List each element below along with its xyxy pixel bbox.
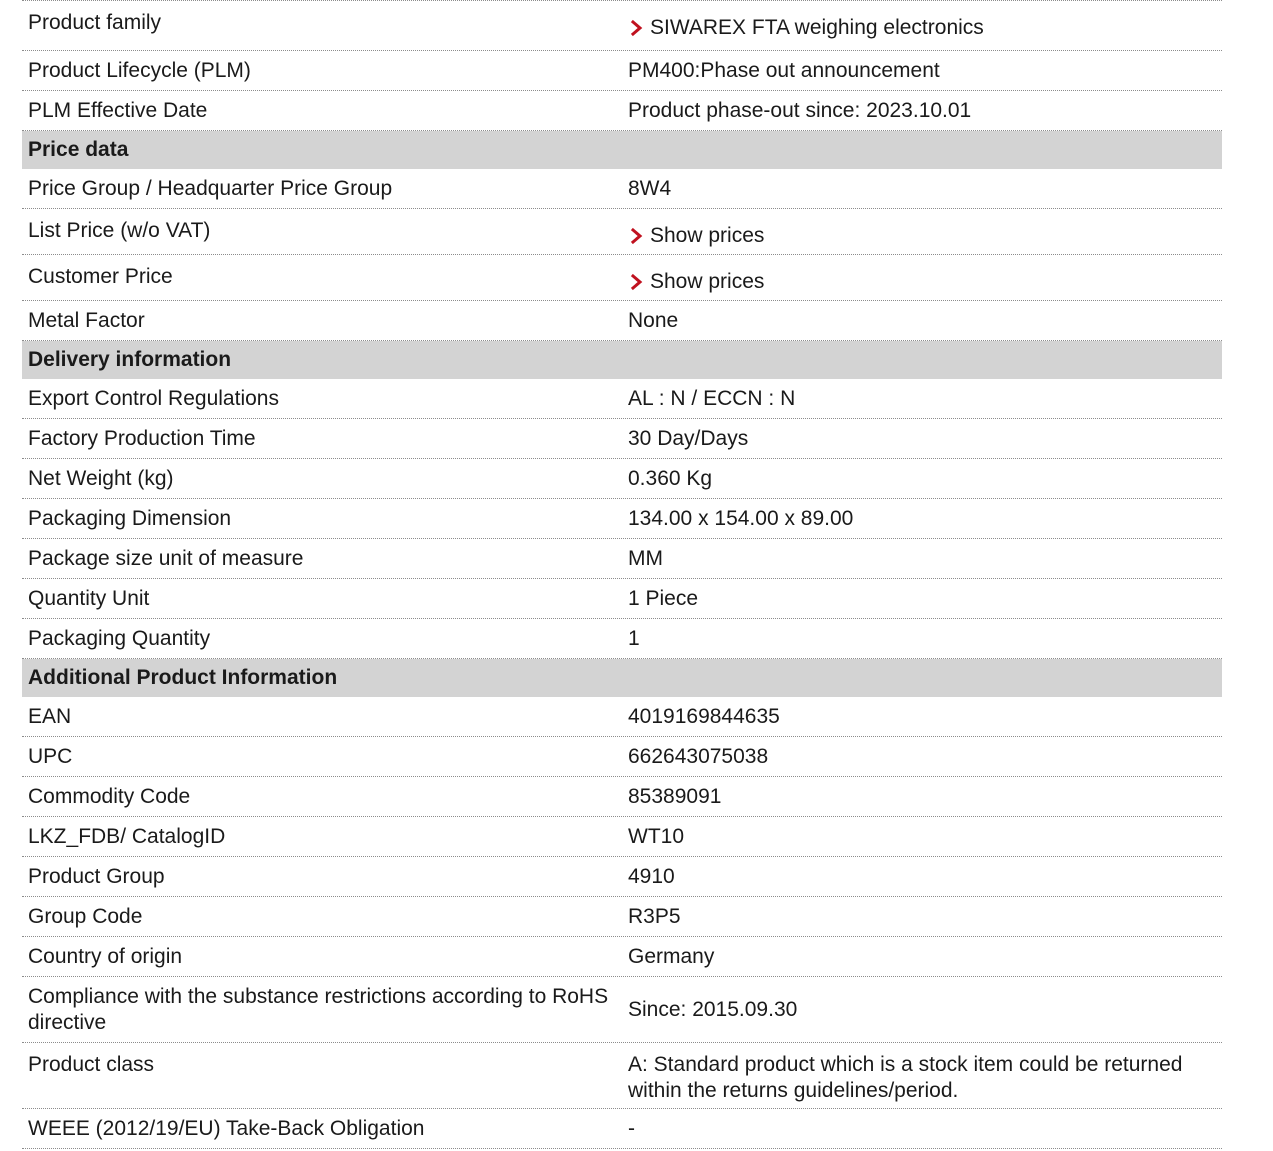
row-label: Packaging Quantity	[28, 626, 211, 650]
chevron-right-icon	[628, 18, 648, 38]
row-value: WT10	[628, 824, 685, 848]
row-label: Factory Production Time	[28, 426, 256, 450]
row-label: Commodity Code	[28, 784, 191, 808]
show-prices-link[interactable]	[628, 223, 764, 249]
row-value: MM	[628, 546, 663, 570]
link-text: Show prices	[650, 270, 765, 293]
row-value: PM400:Phase out announcement	[628, 58, 940, 82]
row-value	[622, 209, 1222, 254]
row-value	[622, 255, 1222, 300]
row-label: List Price (w/o VAT)	[28, 219, 211, 242]
table-row	[22, 579, 1222, 619]
table-row	[22, 301, 1222, 341]
row-label: Product class	[28, 1053, 155, 1076]
row-value: AL : N / ECCN : N	[628, 386, 796, 410]
table-row	[22, 209, 1222, 255]
row-label: UPC	[28, 744, 73, 768]
table-row	[22, 897, 1222, 937]
row-label: Package size unit of measure	[28, 546, 304, 570]
row-label: Packaging Dimension	[28, 506, 232, 530]
chevron-right-icon	[628, 272, 648, 292]
section-title: Delivery information	[28, 348, 232, 371]
table-row	[22, 419, 1222, 459]
row-label: Metal Factor	[28, 308, 145, 332]
row-value: 4019169844635	[628, 704, 780, 728]
table-row	[22, 937, 1222, 977]
table-row	[22, 51, 1222, 91]
row-label: Compliance with the substance restrictions according to RoHS directive	[28, 984, 609, 1034]
row-value	[622, 1, 1222, 50]
row-label: Customer Price	[28, 265, 173, 288]
table-row	[22, 697, 1222, 737]
section-header-additional-product-information	[22, 659, 1222, 697]
row-label: Product Lifecycle (PLM)	[28, 58, 251, 82]
table-row	[22, 857, 1222, 897]
row-label: Product Group	[28, 864, 165, 888]
table-row	[22, 1043, 1222, 1109]
row-value: None	[628, 308, 679, 332]
row-value: 30 Day/Days	[628, 426, 749, 450]
table-row	[22, 977, 1222, 1043]
row-value: -	[628, 1116, 635, 1140]
table-row	[22, 379, 1222, 419]
row-label: EAN	[28, 704, 72, 728]
table-row	[22, 817, 1222, 857]
table-row	[22, 1109, 1222, 1149]
table-row	[22, 777, 1222, 817]
table-row	[22, 619, 1222, 659]
row-value: 134.00 x 154.00 x 89.00	[628, 506, 854, 530]
table-row	[22, 737, 1222, 777]
show-prices-link[interactable]	[628, 269, 764, 295]
row-value: Product phase-out since: 2023.10.01	[628, 98, 972, 122]
product-data-table	[22, 0, 1222, 1149]
row-value: 1	[628, 626, 640, 650]
row-label: Export Control Regulations	[28, 386, 279, 410]
table-row	[22, 499, 1222, 539]
row-value: 662643075038	[628, 744, 769, 768]
table-row	[22, 0, 1222, 51]
link-text: SIWAREX FTA weighing electronics	[650, 16, 984, 39]
row-value: Since: 2015.09.30	[628, 997, 798, 1021]
table-row	[22, 169, 1222, 209]
row-label: Country of origin	[28, 944, 183, 968]
row-value: Germany	[628, 944, 715, 968]
row-value: 4910	[628, 864, 675, 888]
row-label: PLM Effective Date	[28, 98, 208, 122]
row-value: 1 Piece	[628, 586, 699, 610]
section-title: Price data	[28, 138, 129, 161]
row-value: 0.360 Kg	[628, 466, 713, 490]
row-value: A: Standard product which is a stock item could be returned within the returns guidelines/period.	[628, 1053, 1183, 1102]
row-label: Product family	[28, 11, 162, 34]
row-value: 8W4	[628, 176, 672, 200]
chevron-right-icon	[628, 226, 648, 246]
row-label: LKZ_FDB/ CatalogID	[28, 824, 226, 848]
table-row	[22, 255, 1222, 301]
row-value: 85389091	[628, 784, 722, 808]
table-row	[22, 91, 1222, 131]
section-title: Additional Product Information	[28, 666, 338, 689]
link-text: Show prices	[650, 224, 765, 247]
row-label: Net Weight (kg)	[28, 466, 174, 490]
row-label: Group Code	[28, 904, 143, 928]
section-header-delivery-information	[22, 341, 1222, 379]
siwarex-fta-weighing-electronics-link[interactable]	[628, 15, 984, 41]
row-label: Quantity Unit	[28, 586, 150, 610]
row-label: Price Group / Headquarter Price Group	[28, 176, 393, 200]
row-value: R3P5	[628, 904, 681, 928]
section-header-price-data	[22, 131, 1222, 169]
table-row	[22, 539, 1222, 579]
row-label: WEEE (2012/19/EU) Take-Back Obligation	[28, 1116, 425, 1140]
table-row	[22, 459, 1222, 499]
